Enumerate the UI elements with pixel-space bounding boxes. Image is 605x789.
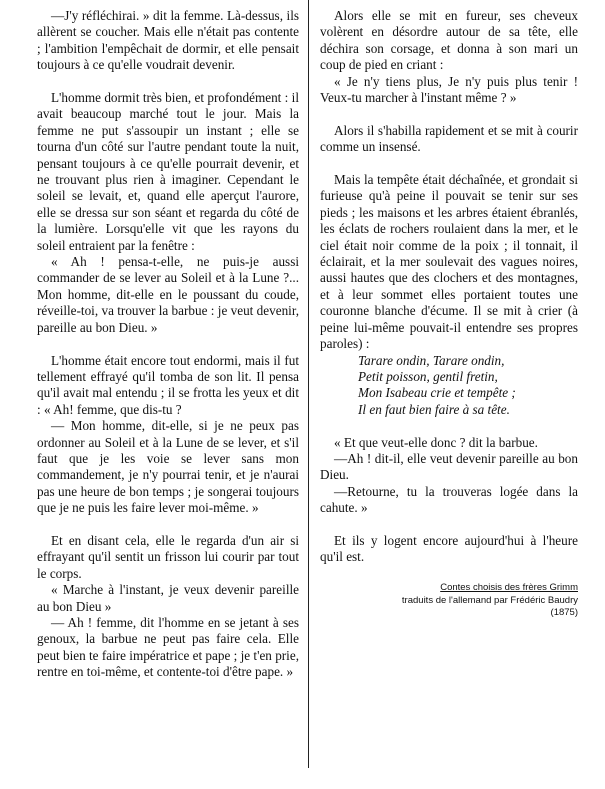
left-column	[37, 8, 299, 681]
source-credit	[320, 582, 578, 620]
paragraph: — Mon homme, dit-elle, si je ne peux pas ordonner au Soleil et à la Lune de se lever, et s'il faut que je les voie se lever sans mon commandement, je n'y pourrai tenir, et je n'aurai pas une heure de bon temps ; je songerai toujours que je ne puis les faire lever moi-même. »	[37, 418, 299, 516]
right-column	[320, 8, 578, 566]
paragraph: Alors elle se mit en fureur, ses cheveux volèrent en désordre autour de sa tête, elle déchira son corsage, et donna à son mari un coup de pied en criant :	[320, 8, 578, 73]
paragraph: L'homme dormit très bien, et profondément : il avait beaucoup marché tout le jour. Mais la femme ne put s'assoupir un instant ; elle se tourna d'un côté sur l'autre pendant toute la nuit, pensant toujours à ce qu'elle pourrait devenir, et ne trouvant plus rien à imaginer. Cependant le soleil se levait, et, quand elle aperçut l'aurore, elle se dressa sur son séant et regarda du côté de la lumière. Lorsqu'elle vit que les rayons du soleil entraient par la fenêtre :	[37, 90, 299, 253]
paragraph: Et en disant cela, elle le regarda d'un air si effrayant qu'il sentit un frisson lui courir par tout le corps.	[37, 532, 299, 581]
paragraph: —Ah ! dit-il, elle veut devenir pareille au bon Dieu.	[320, 450, 578, 483]
paragraph: « Ah ! pensa-t-elle, ne puis-je aussi commander de se lever au Soleil et à la Lune ?... Mon homme, dit-elle en le poussant du coude, réveille-toi, va trouver la barbue : je veut devenir, pareille au bon Dieu. »	[37, 254, 299, 335]
source-title: Contes choisis des frères Grimm	[440, 582, 578, 593]
paragraph: Et ils y logent encore aujourd'hui à l'heure qu'il est.	[320, 532, 578, 565]
paragraph: — Ah ! femme, dit l'homme en se jetant à ses genoux, la barbue ne peut pas faire cela. Elle peut bien te faire impératrice et pape ; je t'en prie, rentre en toi-même, et contente-toi d'être pape. »	[37, 614, 299, 680]
source-year: (1875)	[550, 607, 578, 618]
paragraph: —J'y réfléchirai. » dit la femme. Là-dessus, ils allèrent se coucher. Mais elle n'était pas contente ; l'ambition l'empêchait de dormir, et elle pensait toujours à ce qu'elle voudrait devenir.	[37, 8, 299, 73]
verse-line: Mon Isabeau crie et tempête ;	[358, 385, 516, 401]
verse-line: Il en faut bien faire à sa tête.	[358, 401, 510, 417]
paragraph: Mais la tempête était déchaînée, et grondait si furieuse qu'à peine il pouvait se tenir sur ses pieds ; les maisons et les arbres étaient ébranlés, les éclats de rochers roulaient dans la mer, et le ciel était noir comme de la poix ; il tonnait, il éclairait, et la mer soulevait des vagues noires, aussi hautes que des clochers et des montagnes, et à leur sommet elles portaient toutes une couronne blanche d'écume. Il se mit à crier (à peine lui-même pouvait-il entendre ses propres paroles) :	[320, 172, 578, 352]
source-translator: traduits de l'allemand par Frédéric Baudry	[401, 594, 578, 606]
verse-line: Petit poisson, gentil fretin,	[358, 368, 498, 384]
column-divider	[308, 0, 309, 768]
paragraph: « Et que veut-elle donc ? dit la barbue.	[334, 434, 538, 450]
paragraph: « Marche à l'instant, je veux devenir pareille au bon Dieu »	[37, 582, 299, 614]
paragraph: Alors il s'habilla rapidement et se mit à courir comme un insensé.	[320, 122, 578, 155]
paragraph: —Retourne, tu la trouveras logée dans la cahute. »	[320, 483, 578, 516]
verse-line: Tarare ondin, Tarare ondin,	[358, 352, 505, 368]
paragraph: « Je n'y tiens plus, Je n'y puis plus tenir ! Veux-tu marcher à l'instant même ? »	[320, 73, 578, 106]
paragraph: L'homme était encore tout endormi, mais il fut tellement effrayé qu'il tomba de son lit. Il pensa qu'il avait mal entendu ; il se frotta les yeux et dit : « Ah! femme, que dis-tu ?	[37, 352, 299, 417]
verse-block	[358, 353, 578, 419]
